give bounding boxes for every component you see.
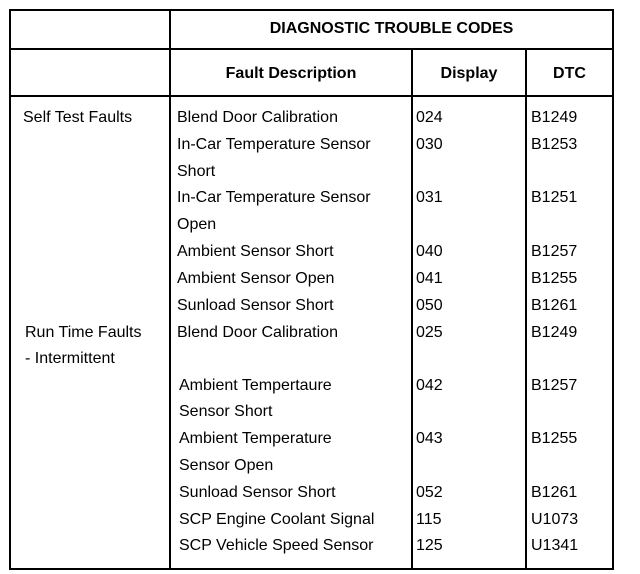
group-label: Self Test Faults: [23, 109, 133, 126]
display-code: 030: [416, 136, 443, 153]
dtc-code: U1073: [531, 511, 579, 528]
fault-description: Ambient Tempertaure: [179, 377, 332, 394]
display-code: 125: [416, 537, 443, 554]
dtc-code: B1253: [531, 136, 578, 153]
column-divider: [525, 48, 527, 568]
display-code: 050: [416, 297, 443, 314]
column-divider: [411, 48, 413, 568]
header-fault-description: Fault Description: [225, 65, 357, 82]
fault-description: Blend Door Calibration: [177, 324, 338, 341]
display-code: 043: [416, 430, 443, 447]
header-display: Display: [440, 65, 498, 82]
row-divider: [11, 95, 612, 97]
fault-description: In-Car Temperature Sensor: [177, 136, 371, 153]
fault-description: Ambient Temperature: [179, 430, 332, 447]
table-title: DIAGNOSTIC TROUBLE CODES: [269, 20, 514, 37]
fault-description: SCP Engine Coolant Signal: [179, 511, 375, 528]
dtc-table: [9, 9, 614, 570]
fault-description-continued: Short: [177, 163, 216, 180]
dtc-code: B1257: [531, 243, 578, 260]
display-code: 025: [416, 324, 443, 341]
row-divider: [11, 48, 612, 50]
fault-description: Ambient Sensor Short: [177, 243, 334, 260]
fault-description-continued: Open: [177, 216, 217, 233]
group-sublabel: - Intermittent: [25, 350, 115, 367]
group-label: Run Time Faults: [25, 324, 142, 341]
dtc-code: U1341: [531, 537, 579, 554]
fault-description: Blend Door Calibration: [177, 109, 338, 126]
dtc-code: B1255: [531, 270, 578, 287]
dtc-code: B1249: [531, 324, 578, 341]
display-code: 031: [416, 189, 443, 206]
dtc-code: B1261: [531, 484, 578, 501]
dtc-code: B1251: [531, 189, 578, 206]
dtc-code: B1249: [531, 109, 578, 126]
display-code: 041: [416, 270, 443, 287]
fault-description-continued: Sensor Open: [179, 457, 274, 474]
dtc-code: B1257: [531, 377, 578, 394]
fault-description-continued: Sensor Short: [179, 403, 273, 420]
fault-description: Ambient Sensor Open: [177, 270, 335, 287]
dtc-code: B1255: [531, 430, 578, 447]
dtc-code: B1261: [531, 297, 578, 314]
display-code: 115: [416, 511, 442, 528]
display-code: 040: [416, 243, 443, 260]
fault-description: SCP Vehicle Speed Sensor: [179, 537, 374, 554]
display-code: 042: [416, 377, 443, 394]
fault-description: Sunload Sensor Short: [177, 297, 334, 314]
fault-description: In-Car Temperature Sensor: [177, 189, 371, 206]
header-dtc: DTC: [553, 65, 586, 82]
display-code: 052: [416, 484, 443, 501]
fault-description: Sunload Sensor Short: [179, 484, 336, 501]
display-code: 024: [416, 109, 443, 126]
